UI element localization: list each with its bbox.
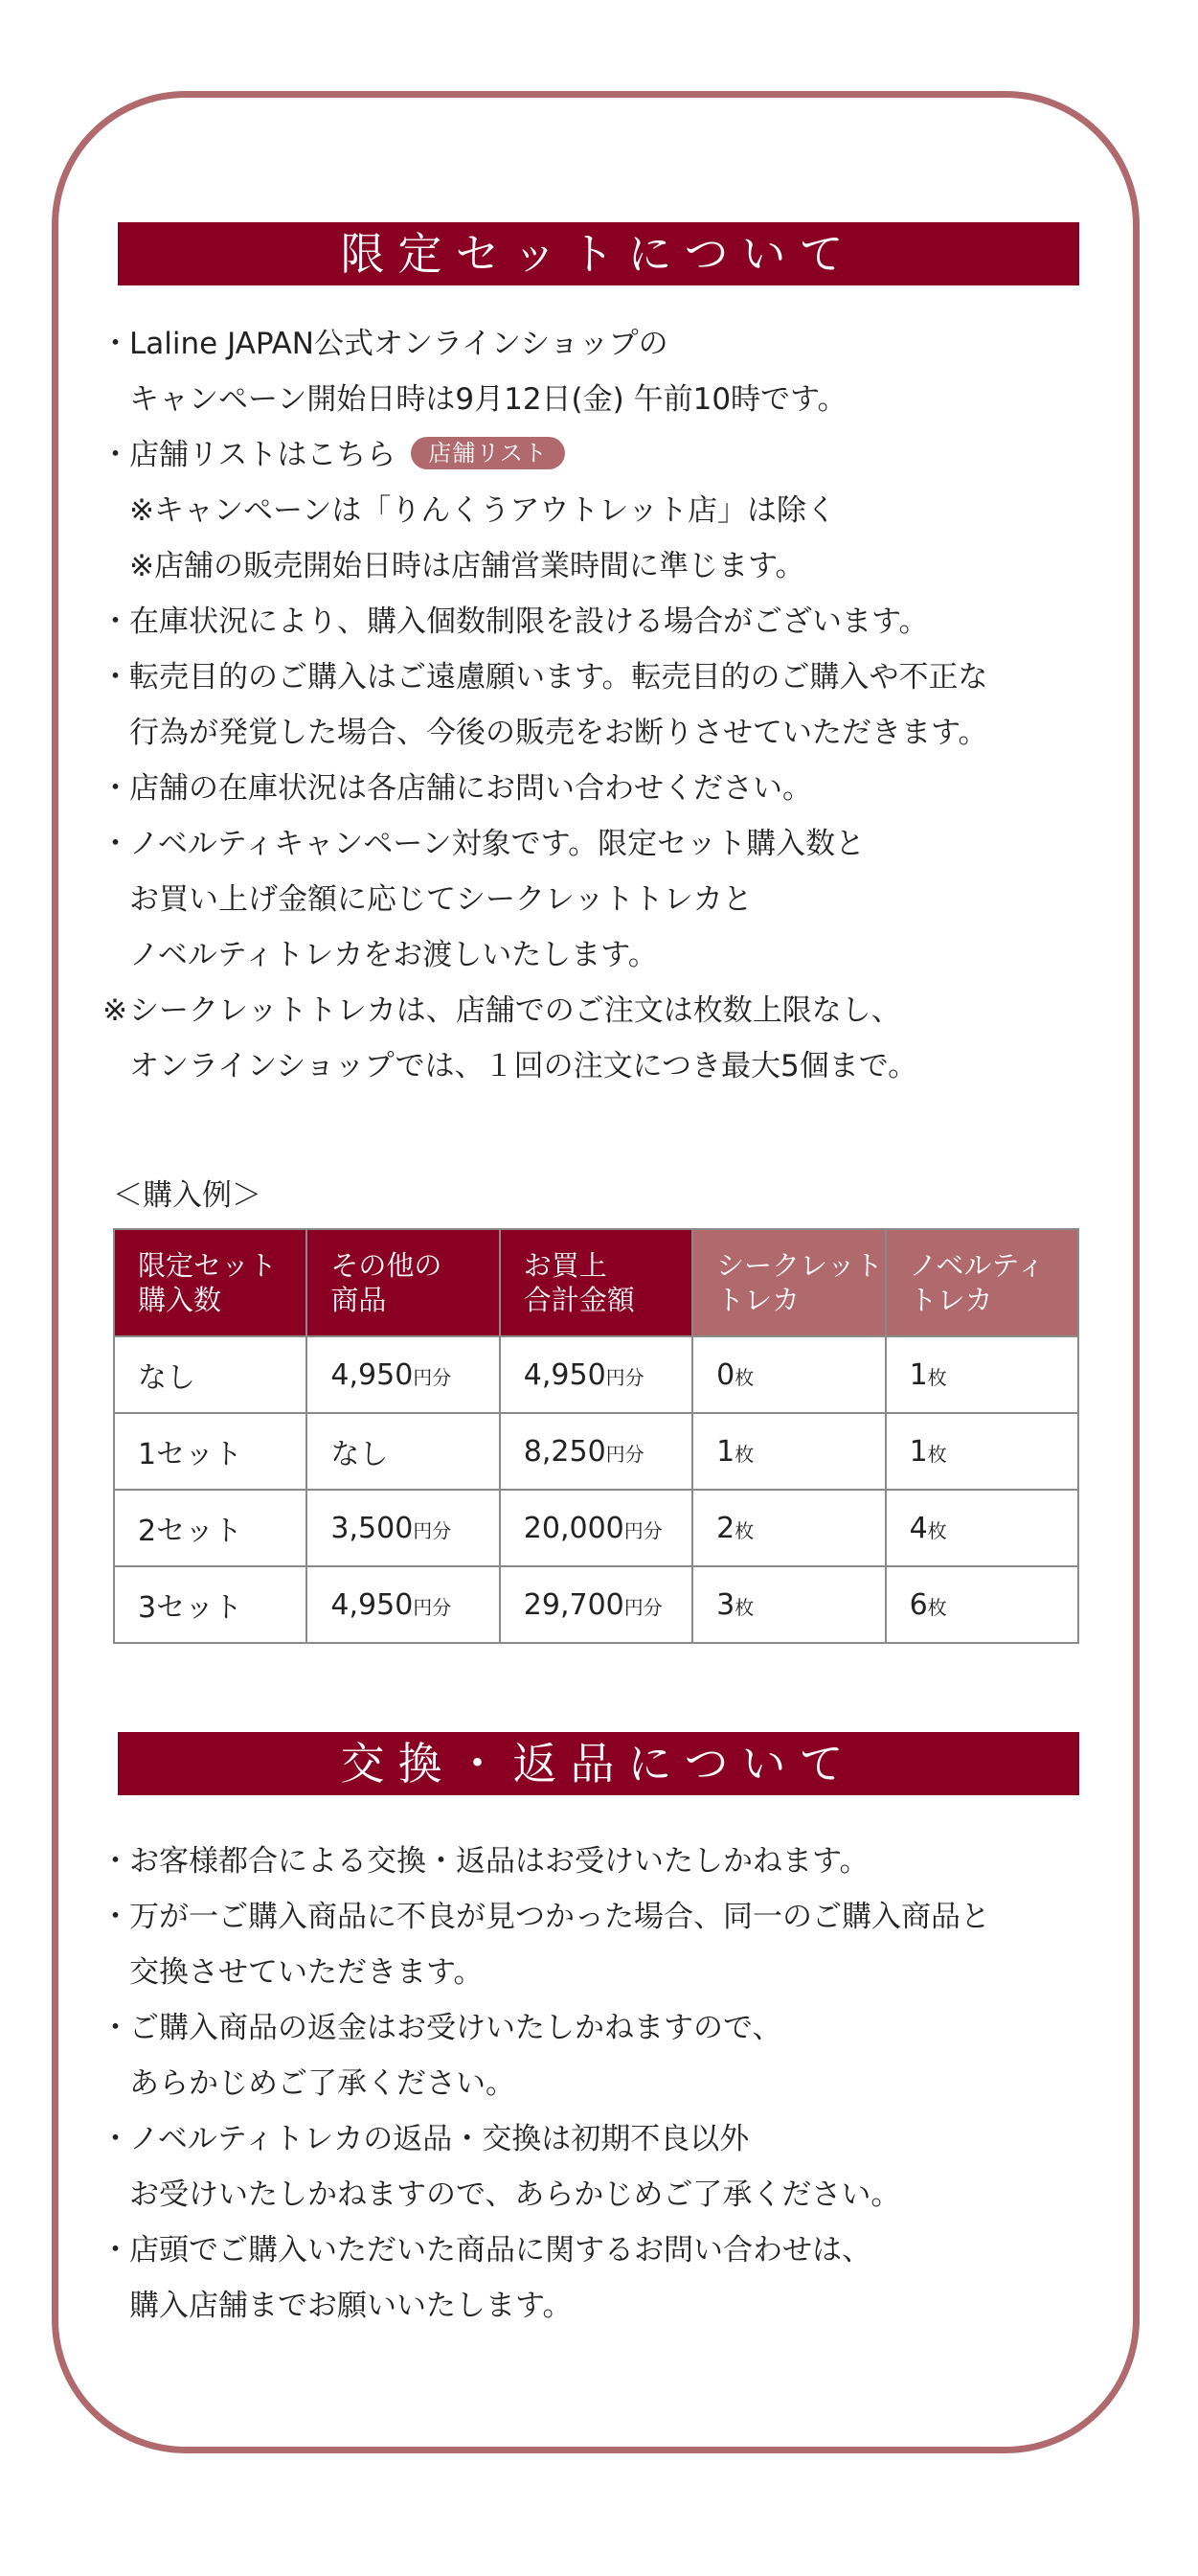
note-text: お客様都合による交換・返品はお受けいたしかねます。 xyxy=(129,1844,870,1879)
note-text: 在庫状況により、購入個数制限を設ける場合がございます。 xyxy=(129,604,929,639)
cell-unit: 円分 xyxy=(623,1518,663,1542)
note-line xyxy=(101,372,1116,427)
note-text: Laline JAPAN公式オンラインショップの xyxy=(129,327,668,361)
note-text: あらかじめご了承ください。 xyxy=(129,2066,515,2101)
section-title-exchange-return: 交換・返品について xyxy=(118,1732,1079,1795)
table-cell xyxy=(692,1566,885,1643)
note-text: ※店舗の販売開始日時は店舗営業時間に準じます。 xyxy=(129,549,805,583)
table-cell xyxy=(692,1413,885,1490)
table-cell xyxy=(306,1566,499,1643)
note-line xyxy=(101,538,1116,594)
note-line xyxy=(101,705,1116,761)
note-text: 万が一ご購入商品に不良が見つかった場合、同一のご購入商品と xyxy=(129,1900,990,1934)
note-text: 店舗リストはこちら xyxy=(129,438,396,472)
limited-set-notes xyxy=(101,316,1116,1094)
note-line xyxy=(101,316,1116,372)
note-text: 行為が発覚した場合、今後の販売をお断りさせていただきます。 xyxy=(129,716,988,750)
table-cell xyxy=(500,1566,692,1643)
note-line xyxy=(101,427,1116,483)
cell-value: 3 xyxy=(716,1587,735,1622)
table-cell xyxy=(886,1566,1078,1643)
note-text: ノベルティトレカをお渡しいたします。 xyxy=(129,938,658,972)
table-header-cell xyxy=(500,1229,692,1336)
note-text: ご購入商品の返金はお受けいたしかねますので、 xyxy=(129,2011,782,2045)
table-cell xyxy=(500,1336,692,1413)
table-cell xyxy=(886,1490,1078,1566)
header-line-2: 合計金額 xyxy=(523,1284,635,1316)
note-text: オンラインショップでは、１回の注文につき最大5個まで。 xyxy=(129,1049,918,1083)
cell-value: 20,000 xyxy=(523,1511,624,1545)
note-text: 店頭でご購入いただいた商品に関するお問い合わせは、 xyxy=(129,2233,871,2268)
cell-value: 1 xyxy=(909,1434,928,1469)
section-title-limited-set: 限定セットについて xyxy=(118,222,1079,285)
table-cell xyxy=(692,1490,885,1566)
bullet-mark: ・ xyxy=(101,1844,130,1879)
note-text: 転売目的のご購入はご遠慮願います。転売目的のご購入や不正な xyxy=(129,660,988,695)
table-cell xyxy=(692,1336,885,1413)
note-line xyxy=(101,927,1116,983)
bullet-mark: ・ xyxy=(101,438,130,472)
note-line xyxy=(101,2111,1116,2167)
cell-unit: 枚 xyxy=(735,1595,755,1619)
cell-value: 1 xyxy=(909,1357,928,1392)
store-list-button[interactable]: 店舗リスト xyxy=(411,437,565,469)
note-text: シークレットトレカは、店舗でのご注文は枚数上限なし、 xyxy=(129,993,901,1028)
table-cell xyxy=(114,1413,306,1490)
note-line xyxy=(101,1038,1116,1094)
cell-value: 1セット xyxy=(138,1438,243,1471)
cell-unit: 枚 xyxy=(735,1518,755,1542)
note-text: ノベルティトレカの返品・交換は初期不良以外 xyxy=(129,2122,750,2156)
bullet-mark: ・ xyxy=(101,1900,130,1934)
note-text: キャンペーン開始日時は9月12日(金) 午前10時です。 xyxy=(129,382,848,417)
cell-value: 4 xyxy=(909,1511,928,1545)
header-line-2: トレカ xyxy=(909,1284,993,1316)
bullet-mark: ・ xyxy=(101,2011,130,2045)
table-cell xyxy=(306,1490,499,1566)
cell-value: 6 xyxy=(909,1587,928,1622)
cell-value: 1 xyxy=(716,1434,735,1469)
note-line xyxy=(101,816,1116,872)
cell-value: 0 xyxy=(716,1357,735,1392)
table-header-row xyxy=(114,1229,1078,1336)
note-line xyxy=(101,2223,1116,2278)
cell-unit: 枚 xyxy=(735,1442,755,1466)
cell-unit: 円分 xyxy=(605,1442,644,1466)
note-text: お受けいたしかねますので、あらかじめご了承ください。 xyxy=(129,2177,901,2212)
exchange-return-notes xyxy=(101,1834,1116,2334)
note-line xyxy=(101,872,1116,927)
cell-value: 4,950 xyxy=(330,1357,414,1392)
note-line xyxy=(101,761,1116,816)
table-header-cell xyxy=(114,1229,306,1336)
note-text: お買い上げ金額に応じてシークレットトレカと xyxy=(129,882,753,917)
bullet-mark: ・ xyxy=(101,660,130,695)
note-line xyxy=(101,1834,1116,1889)
cell-value: 8,250 xyxy=(523,1434,606,1469)
note-line xyxy=(101,594,1116,650)
table-cell xyxy=(306,1336,499,1413)
cell-unit: 枚 xyxy=(927,1518,947,1542)
bullet-mark: ・ xyxy=(101,827,130,861)
note-line xyxy=(101,2278,1116,2334)
header-line-1: その他の xyxy=(330,1249,442,1282)
cell-value: 2 xyxy=(716,1511,735,1545)
cell-unit: 円分 xyxy=(413,1518,452,1542)
table-row xyxy=(114,1336,1078,1413)
table-row xyxy=(114,1413,1078,1490)
note-line xyxy=(101,650,1116,705)
note-line xyxy=(101,483,1116,538)
bullet-mark: ・ xyxy=(101,771,130,806)
note-line xyxy=(101,2000,1116,2056)
table-cell xyxy=(114,1566,306,1643)
note-text: 店舗の在庫状況は各店舗にお問い合わせください。 xyxy=(129,771,812,806)
bullet-mark: ・ xyxy=(101,2122,130,2156)
table-header-cell xyxy=(692,1229,885,1336)
cell-value: 3,500 xyxy=(330,1511,414,1545)
table-cell xyxy=(500,1490,692,1566)
table-cell xyxy=(114,1490,306,1566)
note-text: 購入店舗までお願いいたします。 xyxy=(129,2289,573,2323)
cell-unit: 円分 xyxy=(413,1365,452,1389)
header-line-1: ノベルティ xyxy=(909,1249,1046,1282)
cell-unit: 枚 xyxy=(927,1442,947,1466)
note-text: ノベルティキャンペーン対象です。限定セット購入数と xyxy=(129,827,866,861)
purchase-example-table xyxy=(113,1228,1079,1644)
header-line-1: 限定セット xyxy=(138,1249,278,1282)
cell-unit: 枚 xyxy=(927,1365,947,1389)
cell-unit: 円分 xyxy=(413,1595,452,1619)
table-cell xyxy=(886,1413,1078,1490)
table-cell xyxy=(306,1413,499,1490)
bullet-mark: ・ xyxy=(101,327,130,361)
bullet-mark: ・ xyxy=(101,2233,130,2268)
header-line-1: シークレット xyxy=(716,1249,883,1282)
purchase-example-label: ＜購入例＞ xyxy=(113,1178,261,1213)
cell-unit: 円分 xyxy=(605,1365,644,1389)
bullet-mark: ・ xyxy=(101,604,130,639)
cell-unit: 枚 xyxy=(735,1365,755,1389)
table-row xyxy=(114,1490,1078,1566)
note-line xyxy=(101,1945,1116,2000)
cell-value: 4,950 xyxy=(330,1587,414,1622)
table-cell xyxy=(500,1413,692,1490)
note-line xyxy=(101,983,1116,1038)
header-line-2: 購入数 xyxy=(138,1284,222,1316)
note-text: 交換させていただきます。 xyxy=(129,1955,484,1990)
note-text: ※キャンペーンは「りんくうアウトレット店」は除く xyxy=(129,493,837,528)
cell-unit: 円分 xyxy=(623,1595,663,1619)
table-cell xyxy=(886,1336,1078,1413)
cell-value: なし xyxy=(138,1361,195,1395)
cell-value: なし xyxy=(330,1438,389,1471)
table-cell xyxy=(114,1336,306,1413)
cell-unit: 枚 xyxy=(927,1595,947,1619)
cell-value: 2セット xyxy=(138,1515,243,1548)
header-line-2: トレカ xyxy=(716,1284,801,1316)
bullet-mark: ※ xyxy=(102,993,127,1028)
cell-value: 29,700 xyxy=(523,1587,624,1622)
table-row xyxy=(114,1566,1078,1643)
note-line xyxy=(101,2167,1116,2223)
table-header-cell xyxy=(306,1229,499,1336)
note-line xyxy=(101,2056,1116,2111)
cell-value: 4,950 xyxy=(523,1357,606,1392)
header-line-2: 商品 xyxy=(330,1284,387,1316)
header-line-1: お買上 xyxy=(523,1249,607,1282)
note-line xyxy=(101,1889,1116,1945)
cell-value: 3セット xyxy=(138,1591,243,1625)
table-header-cell xyxy=(886,1229,1078,1336)
